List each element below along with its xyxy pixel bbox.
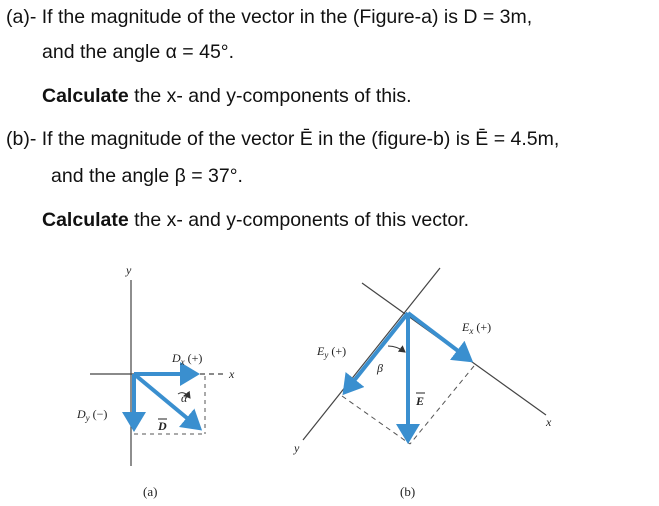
x-axis-label-a: x (229, 367, 235, 381)
problem-b-line2: and the angle β = 37°. (51, 165, 243, 187)
instruction-text: the x- and y-components of this vector. (128, 209, 470, 231)
problem-b-line1: (b)- If the magnitude of the vector Ē in the (figure-b) is Ē = 4.5m, (6, 128, 560, 150)
ex-label: $E_x$ (+) (462, 320, 492, 336)
e-vector-label: E (416, 394, 425, 408)
dx-label: $D_x$ (+) (172, 351, 203, 367)
dy-label: $D_y$ (−) (77, 407, 108, 423)
y-axis-label-b: y (294, 441, 300, 455)
instruction-text: the x- and y-components of this. (128, 85, 412, 107)
ey-label: $E_y$ (+) (317, 344, 347, 360)
figure-a-caption: (a) (143, 484, 158, 499)
figure-a (76, 263, 235, 499)
figure-b-caption: (b) (400, 484, 416, 499)
alpha-label: α (181, 391, 188, 405)
beta-label: β (377, 361, 383, 375)
ex-component-arrow (408, 313, 470, 360)
figure-b (293, 268, 552, 499)
problem-a-line2: and the angle α = 45°. (42, 41, 235, 63)
y-axis-label-a: y (126, 263, 132, 277)
ey-component-arrow (345, 313, 408, 392)
calculate-keyword: Calculate (42, 85, 129, 107)
beta-arc (388, 346, 405, 352)
problem-a-line1: (a)- If the magnitude of the vector in the (Figure-a) is D = 3m, (6, 6, 533, 28)
d-vector-label: D (158, 419, 167, 433)
dashed-line-b1 (342, 396, 410, 444)
calculate-keyword: Calculate (42, 209, 129, 231)
x-axis-label-b: x (546, 415, 552, 429)
